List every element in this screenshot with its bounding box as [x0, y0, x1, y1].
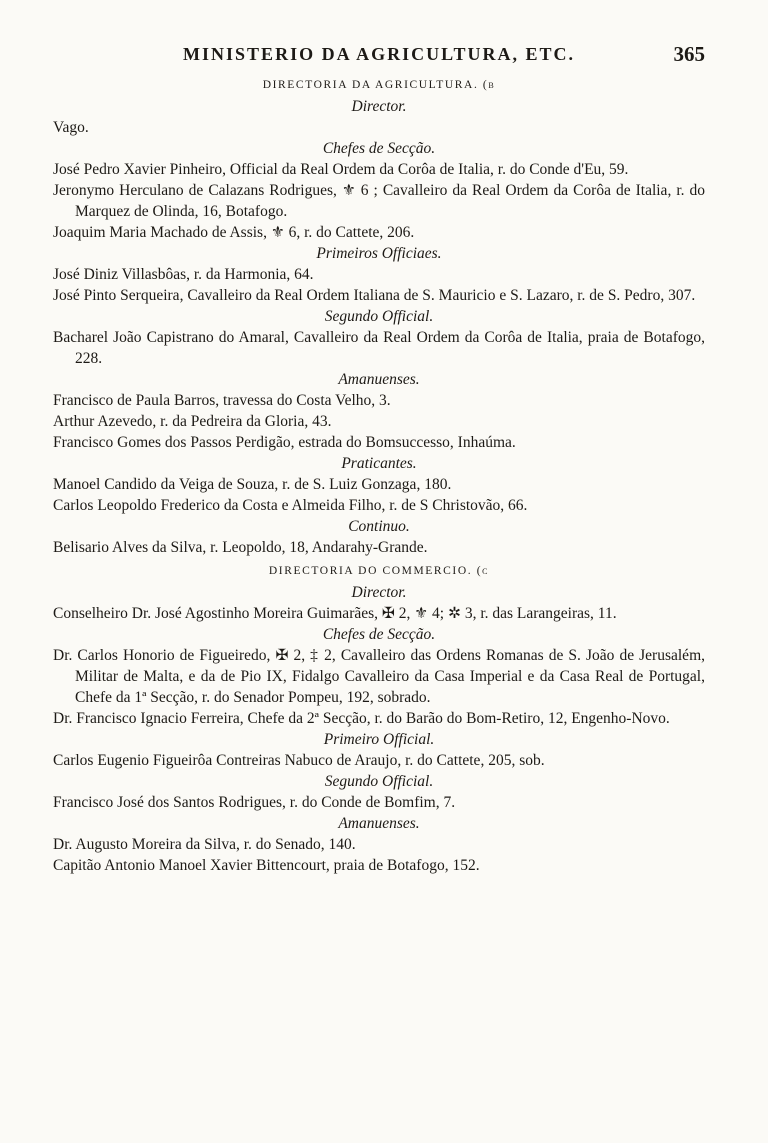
agri-chefe-entry: Joaquim Maria Machado de Assis, ⚜ 6, r. do Cattete, 206. — [53, 224, 415, 241]
com-segundo-heading: Segundo Official. — [324, 773, 434, 790]
agri-amanuenses-heading: Amanuenses. — [338, 371, 420, 388]
agri-segundo-heading: Segundo Official. — [324, 308, 434, 325]
agri-amanuense-entry: Francisco Gomes dos Passos Perdigão, estrada do Bomsuccesso, Inhaúma. — [53, 434, 516, 451]
agri-segundo-entry: Bacharel João Capistrano do Amaral, Cavalleiro da Real Ordem da Corôa de Italia, praia de Botafogo, 228. — [53, 329, 705, 367]
com-chefes-heading: Chefes de Secção. — [322, 626, 436, 643]
agri-primeiro-entry: José Diniz Villasbôas, r. da Harmonia, 64. — [53, 266, 314, 283]
agri-chefe-entry: José Pedro Xavier Pinheiro, Official da Real Ordem da Corôa de Italia, r. do Conde d'Eu, 59. — [53, 161, 629, 178]
footnote-marker-b: (b — [482, 79, 496, 91]
agri-praticantes-heading: Praticantes. — [341, 455, 417, 472]
com-segundo-entry: Francisco José dos Santos Rodrigues, r. do Conde de Bomfim, 7. — [53, 794, 456, 811]
com-director-entry: Conselheiro Dr. José Agostinho Moreira Guimarães, ✠ 2, ⚜ 4; ✲ 3, r. das Larangeiras, 11. — [53, 605, 617, 622]
agri-chefe-entry: Jeronymo Herculano de Calazans Rodrigues, ⚜ 6 ; Cavalleiro da Real Ordem da Corôa de Italia, r. do Marquez de Olinda, 16, Botafogo. — [53, 182, 705, 220]
agri-primeiro-entry: José Pinto Serqueira, Cavalleiro da Real Ordem Italiana de S. Mauricio e S. Lazaro, r. de S. Pedro, 307. — [53, 287, 696, 304]
dept-agricultura-name: DIRECTORIA DA AGRICULTURA. — [262, 79, 479, 91]
running-head — [53, 44, 705, 74]
agri-amanuense-entry: Arthur Azevedo, r. da Pedreira da Gloria, 43. — [53, 413, 332, 430]
dept-agricultura-title — [53, 74, 705, 96]
agri-chefes-heading: Chefes de Secção. — [322, 140, 436, 157]
agri-amanuense-entry: Francisco de Paula Barros, travessa do Costa Velho, 3. — [53, 392, 391, 409]
dept-commercio-title — [53, 560, 705, 582]
agri-continuo-heading: Continuo. — [348, 518, 410, 535]
agri-praticante-entry: Carlos Leopoldo Frederico da Costa e Almeida Filho, r. de S Christovão, 66. — [53, 497, 528, 514]
agri-director-heading: Director. — [351, 98, 407, 115]
com-primeiro-entry: Carlos Eugenio Figueirôa Contreiras Nabuco de Araujo, r. do Cattete, 205, sob. — [53, 752, 545, 769]
com-director-heading: Director. — [351, 584, 407, 601]
com-amanuenses-heading: Amanuenses. — [338, 815, 420, 832]
agri-continuo-entry: Belisario Alves da Silva, r. Leopoldo, 18, Andarahy-Grande. — [53, 539, 428, 556]
agri-praticante-entry: Manoel Candido da Veiga de Souza, r. de S. Luiz Gonzaga, 180. — [53, 476, 452, 493]
dept-commercio-name: DIRECTORIA DO COMMERCIO. — [268, 565, 473, 577]
com-amanuense-entry: Capitão Antonio Manoel Xavier Bittencourt, praia de Botafogo, 152. — [53, 857, 480, 874]
com-amanuense-entry: Dr. Augusto Moreira da Silva, r. do Senado, 140. — [53, 836, 356, 853]
footnote-marker-c: (c — [476, 565, 490, 577]
agri-primeiros-heading: Primeiros Officiaes. — [316, 245, 442, 262]
com-chefe-entry: Dr. Carlos Honorio de Figueiredo, ✠ 2, ‡ 2, Cavalleiro das Ordens Romanas de S. João de Jerusalém, Militar de Malta, e da de Pio IX, Fidalgo Cavalleiro da Casa Imperial e da Casa Real de Portugal, Chefe da 1ª Secção, r. do Senador Pompeu, 192, sobrado. — [53, 647, 705, 706]
com-primeiro-heading: Primeiro Official. — [323, 731, 435, 748]
agri-director: Vago. — [53, 119, 89, 136]
page — [53, 44, 705, 876]
running-title: MINISTERIO DA AGRICULTURA, ETC. — [183, 44, 575, 64]
com-chefe-entry: Dr. Francisco Ignacio Ferreira, Chefe da 2ª Secção, r. do Barão do Bom-Retiro, 12, Engenho-Novo. — [53, 710, 670, 727]
page-number: 365 — [673, 42, 705, 66]
